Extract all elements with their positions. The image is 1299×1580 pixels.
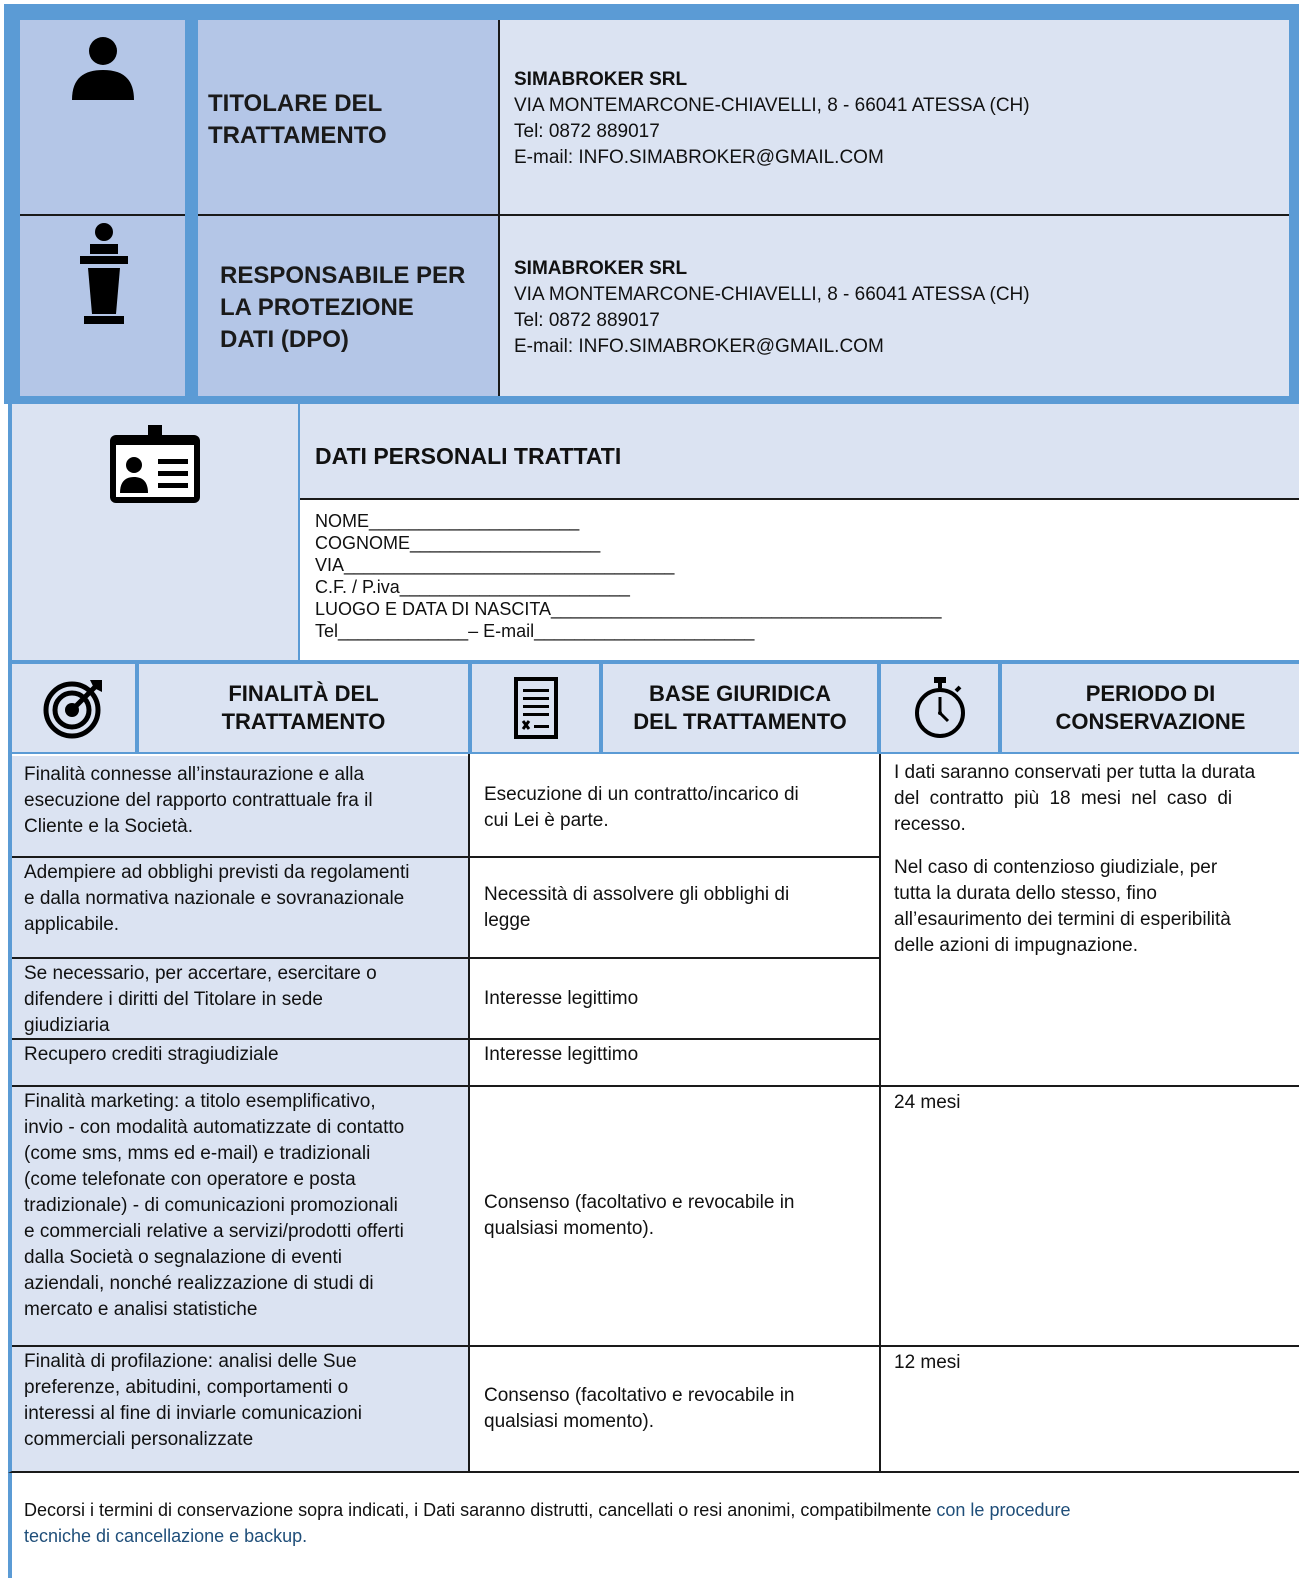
icon-column-divider	[20, 214, 185, 216]
footer-text-3: tecniche di cancellazione e backup.	[24, 1526, 308, 1546]
controller-phone: Tel: 0872 889017	[514, 121, 660, 142]
purpose-header	[139, 664, 468, 752]
table-row-text: Esecuzione di un contratto/incarico di	[484, 784, 799, 805]
table-row-text: legge	[484, 910, 531, 931]
retention-text: all’esaurimento dei termini di esperibilità	[894, 909, 1231, 930]
field-address: VIA_________________________________	[315, 555, 675, 575]
field-contacts: Tel_____________– E-mail______________________	[315, 621, 755, 641]
dpo-label-line3: DATI (DPO)	[220, 326, 349, 353]
table-row-1-purpose	[24, 762, 464, 840]
table-row-text: Consenso (facoltativo e revocabile in	[484, 1192, 795, 1213]
table-row-1-basis	[484, 782, 874, 834]
table-row-text: qualsiasi momento).	[484, 1411, 655, 1432]
row-divider	[12, 1085, 1299, 1087]
dpo-address: VIA MONTEMARCONE-CHIAVELLI, 8 - 66041 ATESSA (CH)	[514, 284, 1030, 305]
table-row-2-basis	[484, 882, 874, 934]
retention-litigation	[894, 855, 1296, 959]
row-divider	[12, 1345, 1299, 1347]
retention-general	[894, 760, 1296, 838]
dpo-company: SIMABROKER SRL	[514, 258, 688, 279]
table-row-text: e dalla normativa nazionale e sovranazionale	[24, 888, 405, 909]
table-row-text: Se necessario, per accertare, esercitare o	[24, 963, 377, 984]
stopwatch-icon	[912, 677, 968, 739]
footer-text-2: con le procedure	[936, 1500, 1071, 1520]
table-row-text: Necessità di assolvere gli obblighi di	[484, 884, 790, 905]
retention-header-line2: CONSERVAZIONE	[1055, 709, 1246, 734]
retention-header	[1002, 664, 1299, 752]
table-row-text: giudiziaria	[24, 1015, 110, 1036]
table-row-text: tradizionale) - di comunicazioni promozionali	[24, 1195, 398, 1216]
table-row-text: Cliente e la Società.	[24, 816, 193, 837]
table-row-5-purpose	[24, 1089, 464, 1323]
table-row-3-purpose	[24, 961, 464, 1039]
dpo-label	[220, 260, 495, 356]
retention-profiling: 12 mesi	[894, 1352, 961, 1373]
table-row-text: applicabile.	[24, 914, 120, 935]
retention-text: recesso.	[894, 814, 966, 835]
field-birth: LUOGO E DATA DI NASCITA_______________________________________	[315, 599, 942, 619]
table-row-text: qualsiasi momento).	[484, 1218, 655, 1239]
table-row-text: (come telefonate con operatore e posta	[24, 1169, 356, 1190]
id-badge-icon	[110, 425, 200, 503]
basis-retention-divider	[879, 754, 881, 1473]
retention-text: I dati saranno conservati per tutta la durata	[894, 762, 1256, 783]
table-row-text: Consenso (facoltativo e revocabile in	[484, 1385, 795, 1406]
document-signature-icon	[514, 677, 558, 739]
retention-header-line1: PERIODO DI	[1085, 681, 1216, 706]
table-row-text: Adempiere ad obblighi previsti da regolamenti	[24, 862, 410, 883]
controller-email: E-mail: INFO.SIMABROKER@GMAIL.COM	[514, 147, 884, 168]
controller-label-line2: TRATTAMENTO	[208, 122, 387, 149]
table-row-text: difendere i diritti del Titolare in sede	[24, 989, 323, 1010]
table-row-text: interessi al fine di inviarle comunicazioni	[24, 1403, 362, 1424]
table-row-text: Interesse legittimo	[484, 1044, 639, 1065]
table-row-text: e commerciali relative a servizi/prodotti offerti	[24, 1221, 404, 1242]
retention-marketing: 24 mesi	[894, 1092, 961, 1113]
speaker-podium-icon	[76, 222, 132, 326]
table-row-text: dalla Società o segnalazione di eventi	[24, 1247, 342, 1268]
purpose-header-line2: TRATTAMENTO	[221, 709, 386, 734]
table-row-text: (come sms, mms ed e-mail) e tradizionali	[24, 1143, 371, 1164]
target-icon	[42, 676, 106, 740]
dpo-label-line2: LA PROTEZIONE	[220, 294, 414, 321]
person-icon	[68, 36, 138, 102]
controller-address: VIA MONTEMARCONE-CHIAVELLI, 8 - 66041 ATESSA (CH)	[514, 95, 1030, 116]
purpose-basis-divider	[468, 754, 470, 1473]
table-row-text: aziendali, nonché realizzazione di studi di	[24, 1273, 374, 1294]
personal-data-fields	[315, 510, 941, 642]
table-row-6-basis	[484, 1383, 874, 1435]
purpose-header-line1: FINALITÀ DEL	[228, 681, 379, 706]
table-row-text: Finalità marketing: a titolo esemplificativo,	[24, 1091, 376, 1112]
field-surname: COGNOME___________________	[315, 533, 601, 553]
table-row-text: cui Lei è parte.	[484, 810, 609, 831]
basis-header-line1: BASE GIURIDICA	[648, 681, 832, 706]
table-row-6-purpose	[24, 1349, 464, 1453]
footer-text-1: Decorsi i termini di conservazione sopra indicati, i Dati saranno distrutti, cancellati o resi anonimi, compatibilmente	[24, 1500, 937, 1520]
dpo-phone: Tel: 0872 889017	[514, 310, 660, 331]
table-row-text: preferenze, abitudini, comportamenti o	[24, 1377, 349, 1398]
field-name: NOME_____________________	[315, 511, 580, 531]
basis-header	[603, 664, 877, 752]
table-row-text: Finalità di profilazione: analisi delle Sue	[24, 1351, 357, 1372]
table-row-text: mercato e analisi statistiche	[24, 1299, 258, 1320]
field-tax-code: C.F. / P.iva_______________________	[315, 577, 630, 597]
table-row-text: commerciali personalizzate	[24, 1429, 254, 1450]
table-row-text: esecuzione del rapporto contrattuale fra il	[24, 790, 373, 811]
table-row-text: Interesse legittimo	[484, 988, 639, 1009]
table-row-text: invio - con modalità automatizzate di contatto	[24, 1117, 405, 1138]
retention-text: delle azioni di impugnazione.	[894, 935, 1138, 956]
dpo-label-line1: RESPONSABILE PER	[220, 262, 466, 289]
row-divider	[12, 856, 880, 858]
basis-icon-cell	[472, 664, 599, 752]
retention-icon-cell	[881, 664, 998, 752]
purpose-icon-cell	[12, 664, 135, 752]
retention-text: del contratto più 18 mesi nel caso di	[894, 788, 1233, 809]
table-row-5-basis	[484, 1190, 874, 1242]
dpo-email: E-mail: INFO.SIMABROKER@GMAIL.COM	[514, 336, 884, 357]
retention-text: Nel caso di contenzioso giudiziale, per	[894, 857, 1218, 878]
controller-info	[514, 67, 1274, 171]
row-divider	[12, 957, 880, 959]
table-row-text: Recupero crediti stragiudiziale	[24, 1044, 279, 1065]
table-row-4-purpose	[24, 1042, 464, 1068]
table-row-3-basis	[484, 986, 874, 1012]
footer-note	[24, 1497, 1284, 1549]
personal-data-title: DATI PERSONALI TRATTATI	[315, 443, 622, 469]
controller-label	[208, 88, 498, 152]
basis-header-line2: DEL TRATTAMENTO	[633, 709, 847, 734]
table-row-4-basis	[484, 1042, 874, 1068]
info-column-divider	[500, 214, 1289, 216]
dpo-info	[514, 256, 1274, 360]
controller-label-line1: TITOLARE DEL	[208, 90, 383, 117]
table-row-2-purpose	[24, 860, 464, 938]
label-column-divider	[198, 214, 500, 216]
retention-text: tutta la durata dello stesso, fino	[894, 883, 1157, 904]
controller-company: SIMABROKER SRL	[514, 69, 688, 90]
table-row-text: Finalità connesse all’instaurazione e alla	[24, 764, 365, 785]
